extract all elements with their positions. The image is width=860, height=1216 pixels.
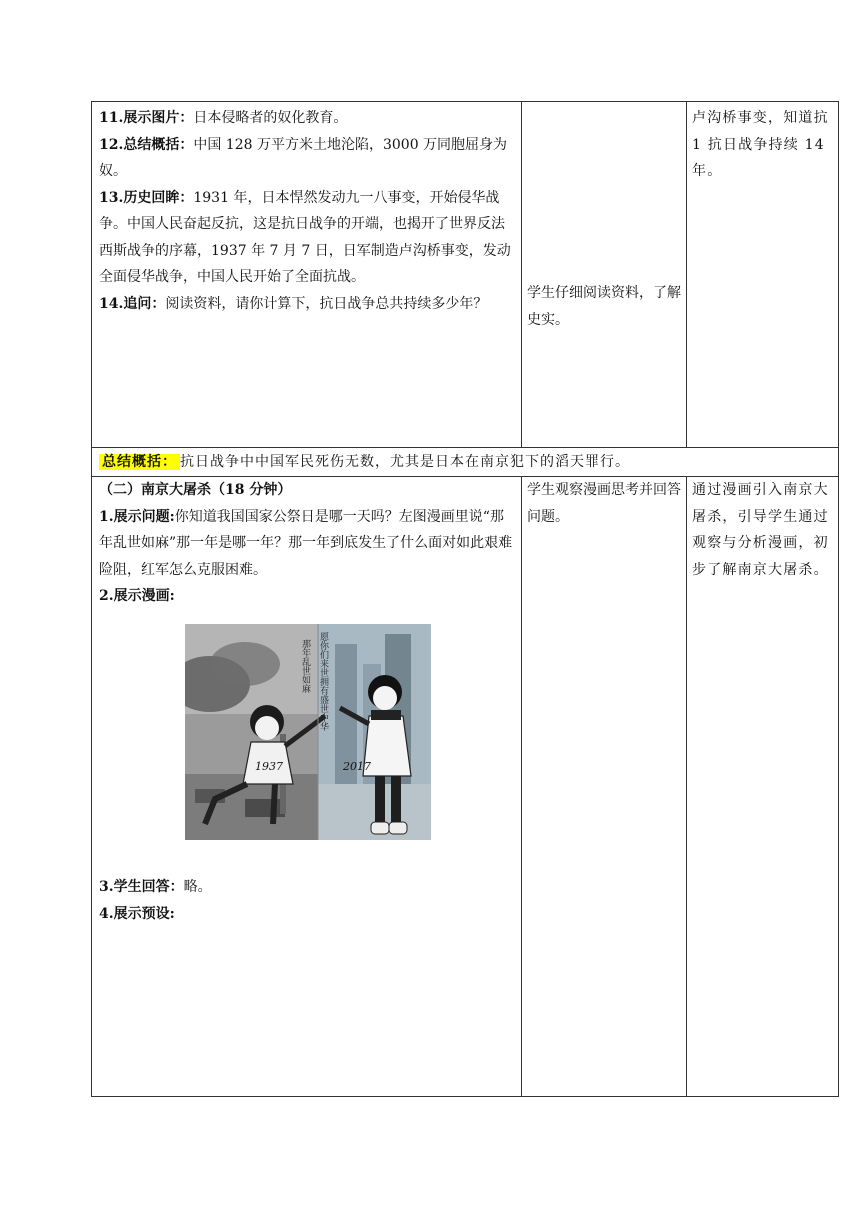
top-middle-cell (527, 280, 681, 333)
bottom-left-cell-lower (99, 874, 517, 927)
item-11: 11.展示图片：日本侵略者的奴化教育。 (99, 110, 348, 126)
column-divider (686, 477, 687, 1097)
item-3: 3.学生回答：略。 (99, 879, 212, 895)
item-2: 2.展示漫画: (99, 588, 175, 604)
item-13: 13.历史回眸：1931 年，日本悍然发动九一八事变，开始侵华战争。中国人民奋起反抗，这是抗日战争的开端，也揭开了世界反法西斯战争的序幕，1937 年 7 月 7 日，日军制造卢沟桥事变，发动全面侵华战争，中国人民开始了全面抗战。 (99, 189, 511, 285)
top-right-cell (692, 105, 836, 185)
item-4: 4.展示预设: (99, 905, 175, 922)
bottom-middle-cell (527, 477, 681, 530)
bottom-right-cell (692, 477, 836, 583)
summary-text: 抗日战争中中国军民死伤无数，尤其是日本在南京犯下的滔天罪行。 (180, 454, 630, 470)
column-divider (521, 102, 522, 448)
top-left-cell (99, 105, 517, 317)
student-activity-text: 学生仔细阅读资料，了解史实。 (527, 285, 681, 328)
lesson-table (91, 101, 839, 1097)
item-14: 14.追问：阅读资料，请你计算下，抗日战争总共持续多少年？ (99, 295, 488, 312)
comic-year-right: 2017 (343, 760, 371, 773)
comic-year-left: 1937 (255, 760, 283, 773)
design-intent-text: 通过漫画引入南京大屠杀，引导学生通过观察与分析漫画，初步了解南京大屠杀。 (692, 482, 829, 578)
section-heading: （二）南京大屠杀（18 分钟） (99, 482, 292, 498)
student-observation-text: 学生观察漫画思考并回答问题。 (527, 482, 681, 525)
column-divider (521, 477, 522, 1097)
item-12: 12.总结概括：中国 128 万平方米土地沦陷，3000 万同胞屈身为奴。 (99, 136, 508, 179)
summary-label: 总结概括： (99, 454, 180, 470)
comic-vertical-text-right: 愿你们来世拥有盛世中华 (318, 632, 328, 731)
comic-vertical-text-left: 那年乱世如麻 (300, 639, 310, 693)
column-divider (686, 102, 687, 448)
bottom-left-cell (99, 477, 517, 610)
design-intent-text: 卢沟桥事变，知道抗1 抗日战争持续 14 年。 (692, 110, 829, 179)
item-1: 1.展示问题:你知道我国国家公祭日是哪一天吗？左图漫画里说“那年乱世如麻”那一年是哪一年？那一年到底发生了什么面对如此艰难险阻，红军怎么克服困难。 (99, 508, 513, 578)
comic-image (185, 624, 431, 840)
summary-row (99, 448, 829, 476)
